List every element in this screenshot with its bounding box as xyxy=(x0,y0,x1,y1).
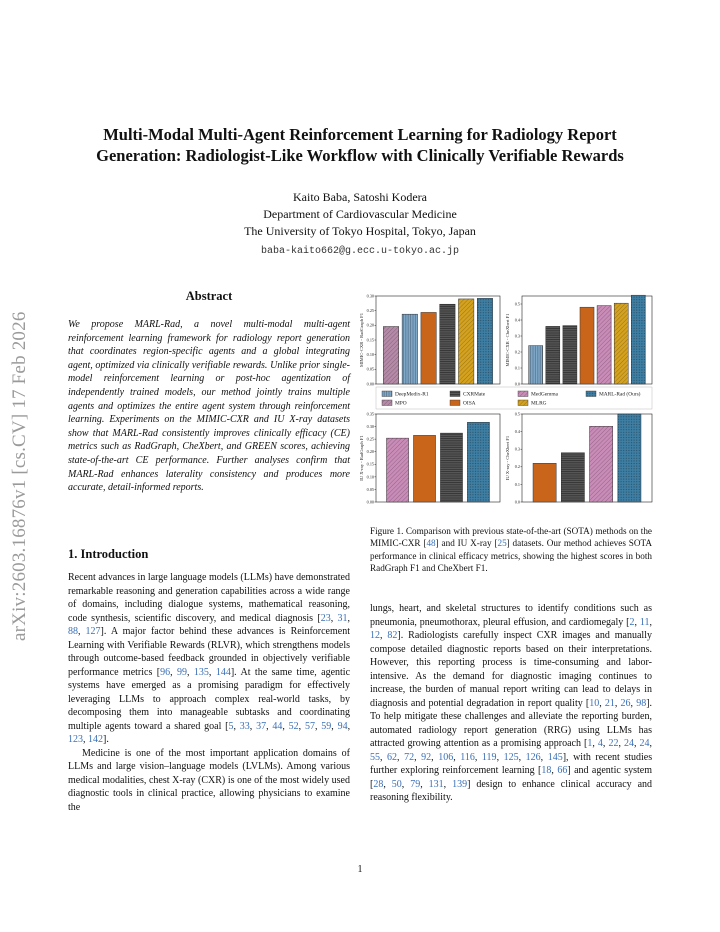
citation-link[interactable]: 10 xyxy=(589,697,600,709)
bar-hatch-medgemma xyxy=(597,306,611,384)
y-tick-label: 0.35 xyxy=(366,411,374,417)
abstract-heading: Abstract xyxy=(185,289,233,303)
y-tick-label: 0.00 xyxy=(366,499,374,505)
y-tick-label: 0.0 xyxy=(514,381,520,387)
citation-link[interactable]: 59 xyxy=(321,720,332,732)
y-tick-label: 0.10 xyxy=(366,474,374,480)
y-tick-label: 0.5 xyxy=(514,301,520,307)
citation-link[interactable]: 1 xyxy=(587,738,593,749)
author-email[interactable]: baba-kaito662@g.ecc.u-tokyo.ac.jp xyxy=(260,246,460,257)
legend-label-medgemma: MedGemma xyxy=(531,391,558,398)
introduction-text xyxy=(68,571,350,814)
citation-link[interactable]: 37 xyxy=(256,720,267,732)
y-tick-label: 0.30 xyxy=(366,423,374,429)
citation-link[interactable]: 23 xyxy=(320,612,331,624)
y-tick-label: 0.3 xyxy=(514,333,520,339)
y-tick-label: 0.00 xyxy=(366,381,374,387)
bar-hatch-cxrmate xyxy=(440,433,462,502)
citation-link[interactable]: 62 xyxy=(387,751,398,763)
y-axis-label: IU X-ray - CheXbert F1 xyxy=(505,435,510,481)
y-tick-label: 0.20 xyxy=(366,449,374,455)
bar-hatch-marl-rad-ours xyxy=(477,298,492,384)
citation-link[interactable]: 94 xyxy=(337,720,348,732)
legend-hatch-medgemma xyxy=(518,391,528,397)
citation-link[interactable]: 79 xyxy=(410,778,421,790)
y-tick-label: 0.1 xyxy=(514,481,520,487)
introduction-text-continued: lungs, heart, and skeletal structures to identify conditions such as pneumonia, pneumothorax, pleural effusion, and cardiomegaly [2, 11, 12, 82]. Radiologists carefully inspect CXR images and manually compose detailed diagnostic reports based on their interpretations. However, this reporting process is time-consuming and labor-intensive. As the demand for diagnostic imaging continues to increase, the burden of manual report writing can lead to delays in diagnosis and potential degradation in report quality [10, 21, 26, 98]. To help mitigate these challenges and alleviate the reporting burden, automated radiology report generation (RRG) using LLMs has attracted growing attention as a promising approach [1, 4, 22, 24, 24, 55, 62, 72, 92, 106, 116, 119, 125, 126, 145], with recent studies further exploring reinforcement learning [18, 66] and agentic system [28, 50, 79, 131, 139] design to enhance clinical accuracy and reasoning flexibility. xyxy=(370,603,653,803)
y-tick-label: 0.20 xyxy=(366,322,374,328)
y-axis-label: MIMIC-CXR - CheXbert F1 xyxy=(505,313,510,367)
y-tick-label: 0.5 xyxy=(514,411,520,417)
citation-link[interactable]: 66 xyxy=(557,765,568,776)
bar-hatch-medgemma xyxy=(387,438,409,502)
legend-hatch-mlrg xyxy=(518,400,528,406)
legend-label-mpo: MPO xyxy=(395,400,407,407)
chart-panel-3 xyxy=(359,411,500,504)
bar-hatch-cxrmate xyxy=(440,304,455,384)
y-tick-label: 0.25 xyxy=(366,436,374,442)
figure-1 xyxy=(352,288,658,521)
bar-hatch-marl-rad-ours xyxy=(467,422,489,502)
citation-link[interactable]: 5 xyxy=(228,720,234,732)
legend-label-cxrmate: CXRMate xyxy=(463,391,486,398)
legend-hatch-deepmedix-r1 xyxy=(382,391,392,397)
bar-oisa xyxy=(421,312,436,384)
intro-paragraph-2: Medicine is one of the most important application domains of LLMs and large vision–language models (LVLMs). Among various medical modalities, chest X-ray (CXR) is one of the most widely used diagnostic tools in clinical practice, allowing physicians to examine the xyxy=(68,747,350,813)
bar-hatch-marl-rad-ours xyxy=(618,414,641,502)
y-tick-label: 0.05 xyxy=(366,486,374,492)
citation-link[interactable]: 72 xyxy=(404,751,415,763)
citation-link[interactable]: 139 xyxy=(452,778,468,790)
citation-link[interactable]: 50 xyxy=(391,778,402,790)
bar-oisa xyxy=(413,435,435,502)
bar-hatch-deepmedix-r1 xyxy=(529,346,543,384)
citation-link[interactable]: 31 xyxy=(337,612,348,624)
legend-label-deepmedix-r1: DeepMedix-R1 xyxy=(395,391,429,398)
legend-label-mlrg: MLRG xyxy=(531,400,547,407)
citation-link[interactable]: 126 xyxy=(525,751,541,763)
citation-link[interactable]: 82 xyxy=(387,630,398,641)
citation-link[interactable]: 11 xyxy=(639,616,650,628)
bar-hatch-marl-rad-ours xyxy=(631,295,645,384)
citation-link[interactable]: 57 xyxy=(304,720,315,732)
citation-link[interactable]: 26 xyxy=(620,697,631,709)
citation-link[interactable]: 24 xyxy=(639,738,650,749)
y-tick-label: 0.4 xyxy=(514,317,520,323)
paper-title: Multi-Modal Multi-Agent Reinforcement Learning for Radiology Report Generation: Radiologist-Like Workflow with Clinically Verifiable Rewards xyxy=(96,125,624,165)
arxiv-identifier: arXiv:2603.16876v1 [cs.CV] 17 Feb 2026 xyxy=(9,311,30,641)
citation-link[interactable]: 142 xyxy=(88,734,103,745)
citation-link[interactable]: 21 xyxy=(604,697,615,709)
affiliation-university: The University of Tokyo Hospital, Tokyo, Japan xyxy=(244,224,476,238)
citation-link[interactable]: 55 xyxy=(370,751,380,763)
y-tick-label: 0.15 xyxy=(366,461,374,467)
chart-panel-4 xyxy=(505,411,652,504)
citation-link[interactable]: 131 xyxy=(428,778,444,790)
bar-hatch-cxrmate xyxy=(561,453,584,502)
y-tick-label: 0.15 xyxy=(366,337,374,343)
email-line xyxy=(0,242,720,257)
y-axis-label: IU X-ray - RadGraph F1 xyxy=(359,435,364,481)
bar-hatch-cxrmate xyxy=(546,326,560,384)
legend-swatch-oisa xyxy=(450,400,460,406)
citation-link[interactable]: 25 xyxy=(497,538,507,549)
legend-label-marl-rad-ours: MARL-Rad (Ours) xyxy=(599,391,641,398)
legend-hatch-mpo xyxy=(382,400,392,406)
bar-hatch-cxrmate xyxy=(563,326,577,384)
bar-hatch-deepmedix-r1 xyxy=(402,314,417,384)
y-tick-label: 0.30 xyxy=(366,293,374,299)
bar-oisa xyxy=(533,463,556,502)
bar-hatch-mlrg xyxy=(614,303,628,384)
citation-link[interactable]: 44 xyxy=(272,720,283,732)
legend-box xyxy=(376,387,652,409)
citation-link[interactable]: 98 xyxy=(636,697,647,709)
y-tick-label: 0.05 xyxy=(366,366,374,372)
citation-link[interactable]: 22 xyxy=(608,738,619,749)
legend-label-oisa: OISA xyxy=(463,400,476,407)
authors: Kaito Baba, Satoshi Kodera xyxy=(293,190,427,204)
citation-link[interactable]: 52 xyxy=(288,720,299,732)
y-tick-label: 0.1 xyxy=(514,365,520,371)
y-tick-label: 0.4 xyxy=(514,429,520,434)
introduction-heading: 1. Introduction xyxy=(68,547,149,561)
intro-paragraph-1: Recent advances in large language models (LLMs) have demonstrated remarkable reasoning and generation capabilities across a wide range of domains, including dialogue systems, mathematical reasoning, code synthesis, scientific discovery, and medical diagnosis [23, 31, 88, 127]. A major factor behind these advances is Reinforcement Learning with Verifiable Rewards (RLVR), which strengthens models through outcome-based feedback grounded in objectively verifiable performance metrics [96, 99, 135, 144]. At the same time, agentic systems have emerged as a promising paradigm for effectively leveraging LLMs to approach complex real-world tasks, by decomposing them into manageable subtasks and coordinating multiple agents toward a shared goal [5, 33, 37, 44, 52, 57, 59, 94, 123, 142]. xyxy=(68,572,351,745)
abstract-text: We propose MARL-Rad, a novel multi-modal multi-agent reinforcement learning framework for radiology report generation that coordinates region-specific agents and a global integrating agent, optimized via clinically verifiable rewards. Unlike prior single-model reinforcement learning or post-hoc agentization of independently trained models, our method jointly trains multiple agents and optimizes the entire agent system through reinforcement learning. Experiments on the MIMIC-CXR and IU X-ray datasets show that MARL-Rad consistently improves clinically efficacy (CE) metrics such as RadGraph, CheXbert, and GREEN scores, achieving state-of-the-art CE performance. Further analyses confirm that MARL-Rad enhances laterality consistency and produces more accurate, detail-informed reports. xyxy=(68,319,350,494)
bar-hatch-medgemma xyxy=(590,426,613,502)
citation-link[interactable]: 96 xyxy=(160,666,171,678)
citation-link[interactable]: 48 xyxy=(426,538,436,549)
bar-hatch-mpo xyxy=(383,327,398,384)
legend-hatch-cxrmate xyxy=(450,391,460,397)
chart-panel-1 xyxy=(359,293,500,386)
citation-link[interactable]: 28 xyxy=(373,778,384,790)
chart-panel-2 xyxy=(505,295,652,386)
y-tick-label: 0.25 xyxy=(366,308,374,314)
legend-hatch-marl-rad-ours xyxy=(586,391,596,397)
y-axis-label: MIMIC-CXR - RadGraph F1 xyxy=(359,313,364,367)
citation-link[interactable]: 119 xyxy=(481,751,497,763)
citation-link[interactable]: 18 xyxy=(541,765,552,776)
y-tick-label: 0.3 xyxy=(514,446,520,452)
y-tick-label: 0.10 xyxy=(366,352,374,358)
citation-link[interactable]: 116 xyxy=(460,751,475,763)
citation-link[interactable]: 135 xyxy=(193,666,209,678)
y-tick-label: 0.0 xyxy=(514,499,520,505)
citation-link[interactable]: 12 xyxy=(370,630,380,641)
citation-link[interactable]: 145 xyxy=(547,751,563,763)
bar-oisa xyxy=(580,307,594,384)
citation-link[interactable]: 88 xyxy=(68,626,78,637)
citation-link[interactable]: 2 xyxy=(629,616,635,628)
bar-hatch-mlrg xyxy=(458,299,473,384)
comparison-bar-charts xyxy=(352,288,658,516)
affiliation-department: Department of Cardiovascular Medicine xyxy=(263,207,457,221)
page-number: 1 xyxy=(357,864,363,875)
citation-link[interactable]: 144 xyxy=(215,666,231,678)
citation-link[interactable]: 92 xyxy=(421,751,432,763)
figure-caption: Figure 1. Comparison with previous state-of-the-art (SOTA) methods on the MIMIC-CXR [48] and IU X-ray [25] datasets. Our method achieves SOTA performance in clinical efficacy metrics, showing the highest scores in both RadGraph F1 and CheXbert F1. xyxy=(370,526,652,573)
citation-link[interactable]: 33 xyxy=(239,720,250,732)
y-tick-label: 0.2 xyxy=(514,464,520,470)
citation-link[interactable]: 127 xyxy=(85,626,101,637)
citation-link[interactable]: 123 xyxy=(68,734,83,745)
y-tick-label: 0.2 xyxy=(514,349,520,355)
citation-link[interactable]: 4 xyxy=(597,738,603,749)
citation-link[interactable]: 125 xyxy=(503,751,519,763)
citation-link[interactable]: 24 xyxy=(623,738,634,749)
citation-link[interactable]: 99 xyxy=(177,666,188,678)
citation-link[interactable]: 106 xyxy=(438,751,454,763)
